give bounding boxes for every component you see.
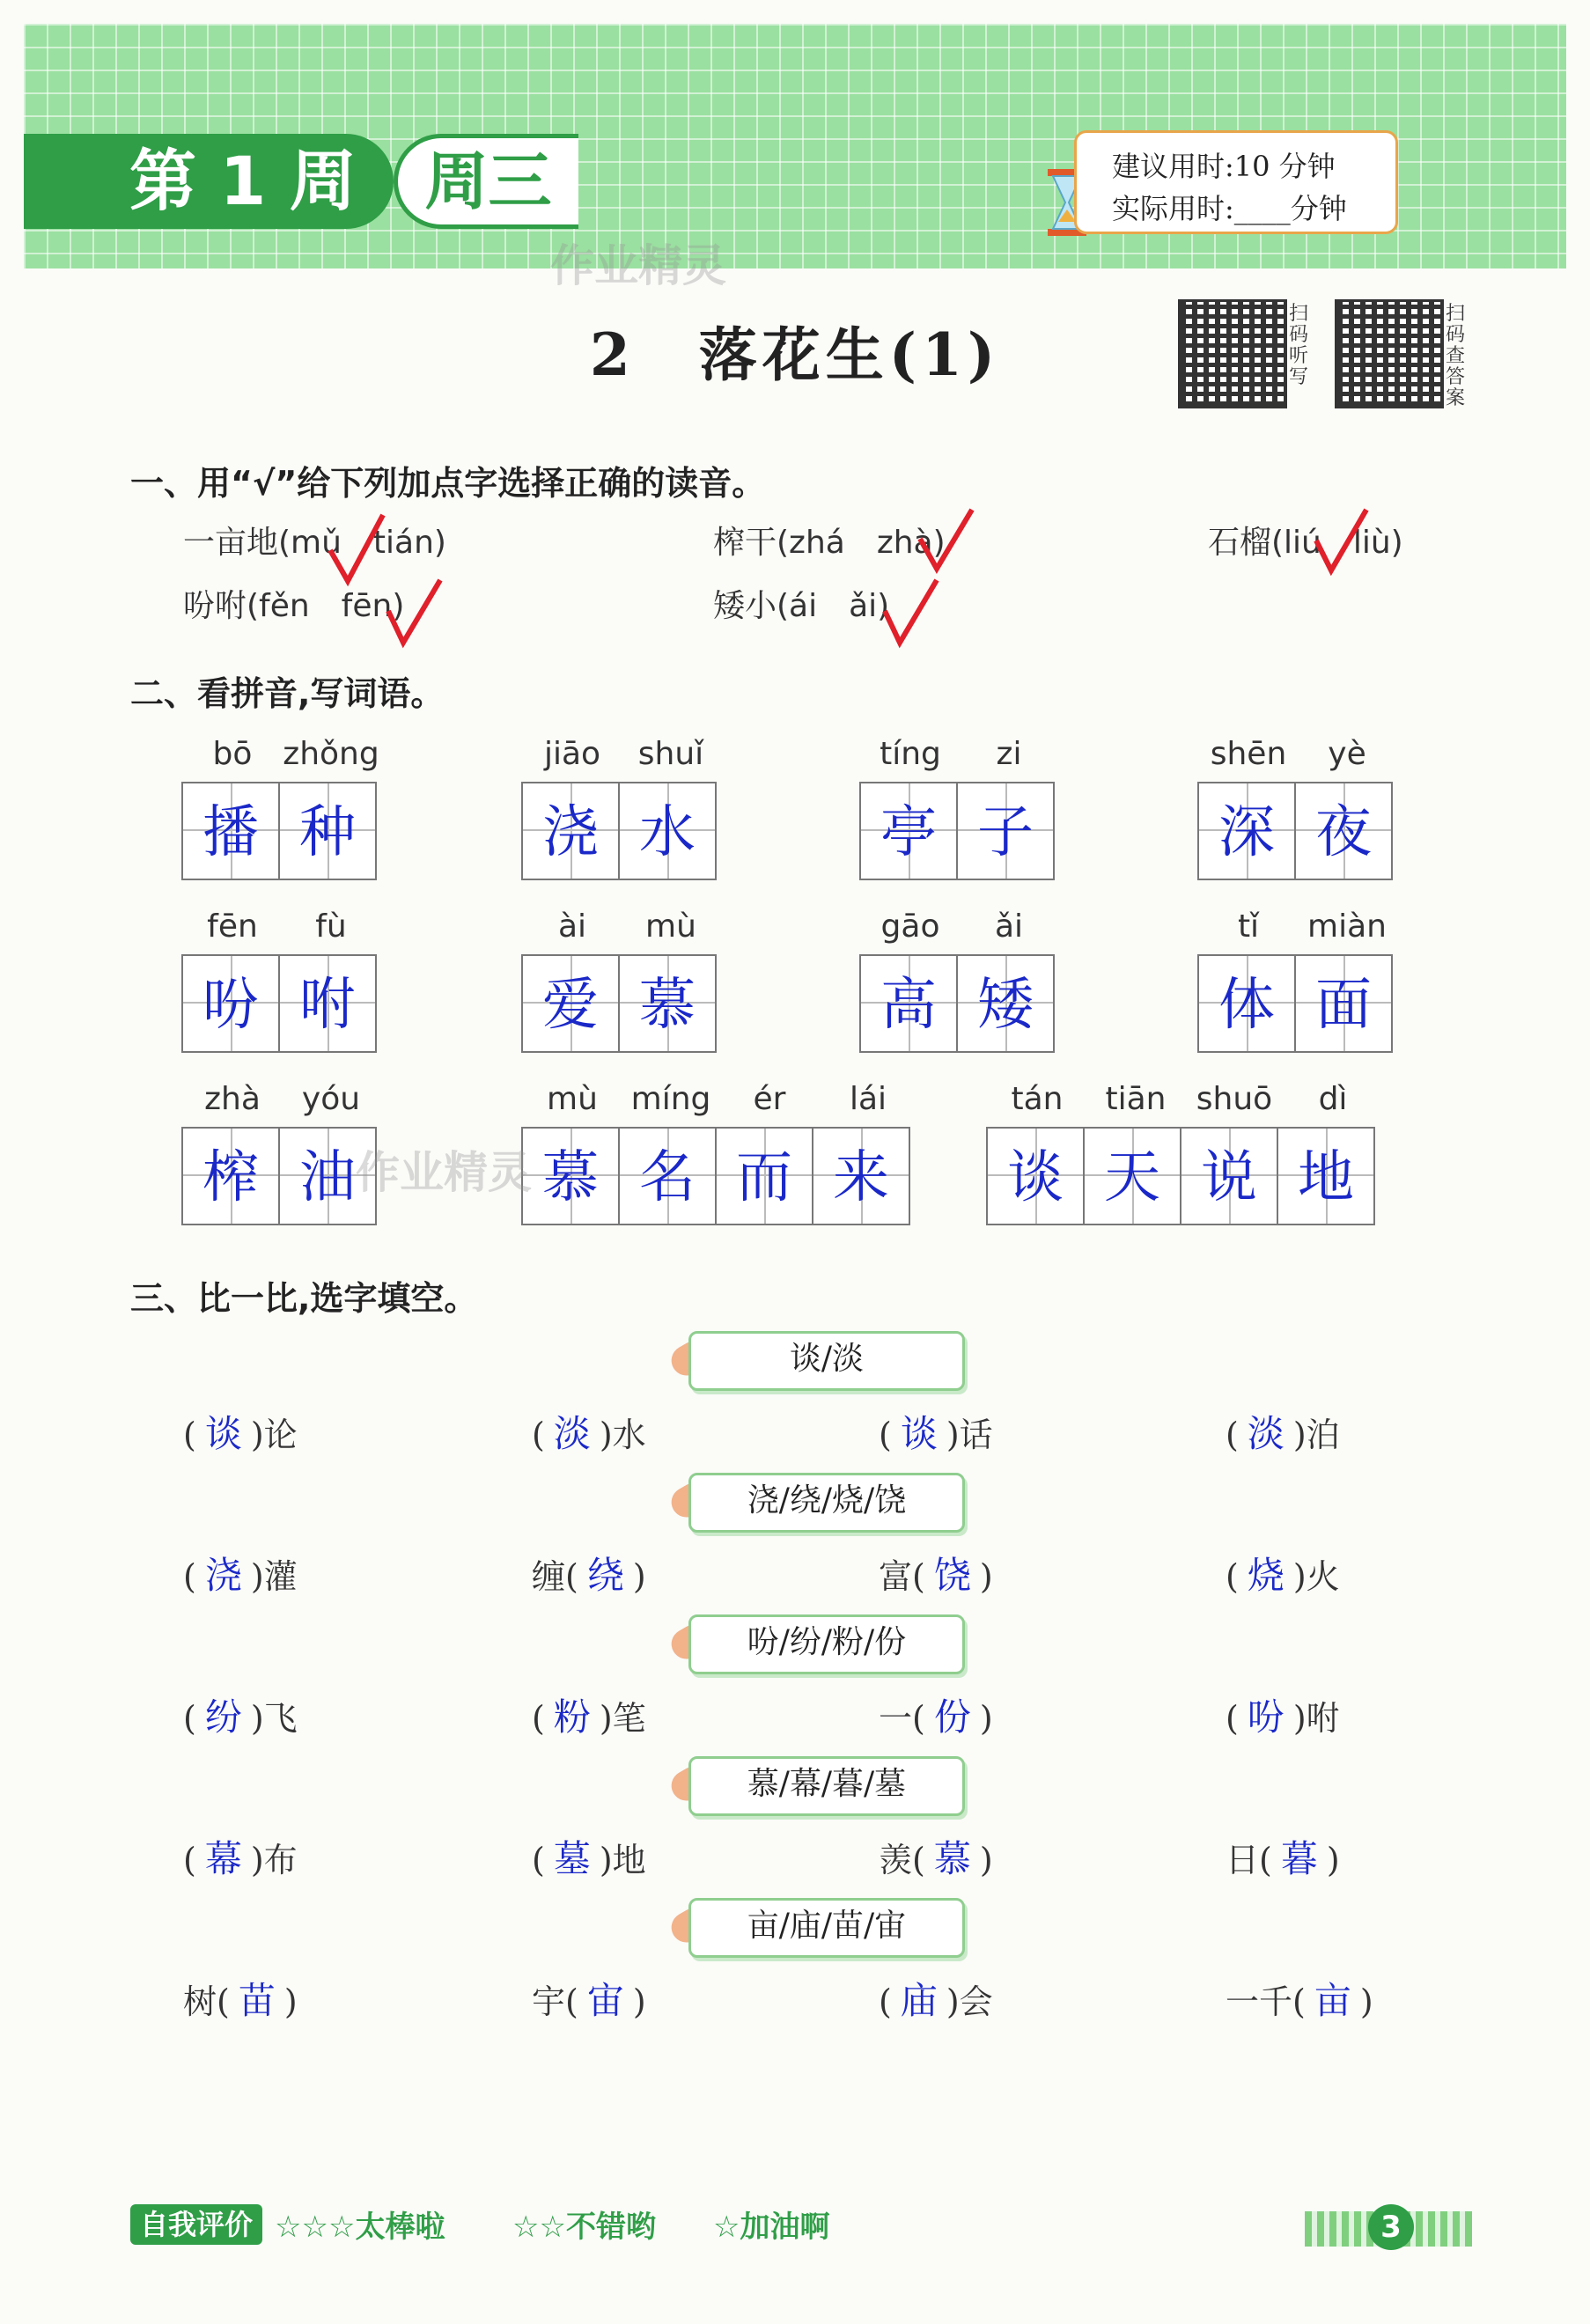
fill-blank-item — [879, 1972, 993, 2025]
qr-label-answer: 扫码查答案 — [1446, 303, 1466, 409]
handwritten-char: 播 — [202, 800, 259, 865]
fill-suffix: )咐 — [1292, 1699, 1340, 1738]
fill-suffix: ) — [979, 1841, 993, 1879]
writing-cell[interactable] — [521, 954, 620, 1053]
option-chip: 慕/幕/暮/墓 — [688, 1756, 965, 1816]
pinyin-syllable: fēn — [207, 908, 258, 945]
check-mark-icon — [880, 576, 942, 650]
writing-cell[interactable] — [956, 954, 1055, 1053]
fill-answer[interactable]: 淡 — [553, 1412, 591, 1455]
writing-cell[interactable] — [618, 782, 717, 880]
fill-prefix: ( — [532, 1699, 545, 1738]
handwritten-char: 深 — [1218, 800, 1275, 865]
rating-great[interactable]: ☆☆☆太棒啦 — [275, 2210, 445, 2245]
handwritten-char: 体 — [1218, 973, 1275, 1038]
handwritten-char: 矮 — [977, 973, 1034, 1038]
pinyin-row — [988, 1081, 1382, 1117]
watermark: 作业精灵 — [550, 240, 726, 291]
fill-answer[interactable]: 吩 — [1247, 1695, 1285, 1739]
writing-cell[interactable] — [618, 954, 717, 1053]
fill-suffix: )地 — [599, 1841, 646, 1879]
fill-suffix: ) — [1359, 1982, 1373, 2021]
writing-cell[interactable] — [859, 954, 958, 1053]
pinyin-syllable: zhǒng — [283, 736, 379, 772]
fill-answer[interactable]: 慕 — [933, 1837, 971, 1880]
handwritten-char: 天 — [1104, 1145, 1160, 1210]
fill-prefix: 一千( — [1226, 1982, 1306, 2021]
handwritten-char: 夜 — [1315, 800, 1372, 865]
fill-blank-item — [183, 1972, 298, 2025]
fill-prefix: ( — [1226, 1557, 1239, 1596]
fill-blank-item — [1226, 1830, 1340, 1883]
fill-prefix: ( — [183, 1699, 196, 1738]
handwritten-char: 吩 — [202, 973, 259, 1038]
day-label: 周三 — [394, 134, 578, 229]
handwritten-char: 慕 — [639, 973, 696, 1038]
pron-item: 石榴(liú liù) — [1208, 525, 1403, 561]
writing-cell[interactable] — [1083, 1127, 1181, 1225]
fill-answer[interactable]: 宙 — [586, 1979, 624, 2022]
character-grid — [861, 782, 1055, 880]
writing-cell[interactable] — [618, 1127, 717, 1225]
fill-blank-item — [879, 1830, 993, 1883]
character-grid — [523, 954, 717, 1053]
character-grid — [1199, 954, 1393, 1053]
handwritten-char: 种 — [299, 800, 356, 865]
check-mark-icon — [916, 505, 977, 576]
fill-answer[interactable]: 饶 — [933, 1554, 971, 1597]
option-chip: 谈/淡 — [688, 1331, 965, 1391]
writing-cell[interactable] — [1180, 1127, 1278, 1225]
fill-suffix: ) — [1326, 1841, 1340, 1879]
writing-cell[interactable] — [715, 1127, 813, 1225]
fill-prefix: ( — [183, 1841, 196, 1879]
fill-answer[interactable]: 幕 — [204, 1837, 242, 1880]
fill-blank-item — [183, 1688, 298, 1741]
character-grid — [183, 954, 377, 1053]
check-mark-icon — [384, 576, 445, 650]
fill-prefix: 日( — [1226, 1841, 1272, 1879]
pron-item: 矮小(ái ǎi) — [713, 588, 890, 624]
pinyin-row — [861, 736, 1058, 772]
watermark: 作业精灵 — [356, 1147, 532, 1198]
pinyin-row — [183, 1081, 380, 1117]
pinyin-syllable: tǐ — [1237, 908, 1260, 945]
pinyin-syllable: fù — [315, 908, 347, 945]
pinyin-row — [523, 908, 720, 945]
writing-cell[interactable] — [181, 1127, 280, 1225]
fill-answer[interactable]: 墓 — [553, 1837, 591, 1880]
fill-suffix: ) — [979, 1557, 993, 1596]
pinyin-syllable: tán — [1011, 1081, 1064, 1117]
fill-prefix: ( — [532, 1841, 545, 1879]
writing-cell[interactable] — [278, 782, 377, 880]
handwritten-char: 高 — [880, 973, 937, 1038]
fill-suffix: )话 — [946, 1416, 993, 1454]
writing-cell[interactable] — [956, 782, 1055, 880]
section1-heading: 一、用“√”给下列加点字选择正确的读音。 — [130, 464, 766, 503]
pinyin-syllable: zhà — [204, 1081, 261, 1117]
character-grid — [183, 1127, 377, 1225]
handwritten-char: 亭 — [880, 800, 937, 865]
fill-blank-item — [1226, 1405, 1340, 1458]
pinyin-syllable: miàn — [1307, 908, 1387, 945]
fill-answer[interactable]: 谈 — [204, 1412, 242, 1455]
writing-cell[interactable] — [1294, 954, 1393, 1053]
fill-answer[interactable]: 谈 — [900, 1412, 938, 1455]
writing-cell[interactable] — [986, 1127, 1085, 1225]
fill-blank-item — [183, 1547, 298, 1600]
character-grid — [523, 782, 717, 880]
check-mark-icon — [326, 511, 387, 590]
handwritten-char: 浇 — [542, 800, 599, 865]
fill-blank-item — [879, 1547, 993, 1600]
fill-prefix: 羡( — [879, 1841, 925, 1879]
fill-prefix: 富( — [879, 1557, 925, 1596]
pinyin-row — [861, 908, 1058, 945]
fill-answer[interactable]: 淡 — [1247, 1412, 1285, 1455]
fill-suffix: ) — [283, 1982, 298, 2021]
fill-suffix: )火 — [1292, 1557, 1340, 1596]
fill-blank-item — [1226, 1972, 1373, 2025]
fill-suffix: ) — [632, 1982, 646, 2021]
pinyin-syllable: ǎi — [994, 908, 1024, 945]
actual-time: 实际用时:____分钟 — [1112, 192, 1347, 225]
fill-blank-item — [532, 1972, 646, 2025]
fill-blank-item — [532, 1688, 646, 1741]
character-grid — [183, 782, 377, 880]
page-number: 3 — [1368, 2204, 1414, 2250]
fill-suffix: ) — [979, 1699, 993, 1738]
character-grid — [1199, 782, 1393, 880]
fill-blank-item — [532, 1405, 646, 1458]
writing-cell[interactable] — [859, 782, 958, 880]
rating-ok[interactable]: ☆加油啊 — [713, 2210, 830, 2245]
option-chip: 吩/纷/粉/份 — [688, 1614, 965, 1674]
section3-heading: 三、比一比,选字填空。 — [130, 1279, 478, 1318]
fill-prefix: ( — [183, 1557, 196, 1596]
fill-suffix: )笔 — [599, 1699, 646, 1738]
fill-answer[interactable]: 浇 — [204, 1554, 242, 1597]
fill-answer[interactable]: 苗 — [238, 1979, 276, 2022]
pinyin-row — [183, 736, 380, 772]
fill-suffix: ) — [632, 1557, 646, 1596]
writing-cell[interactable] — [1294, 782, 1393, 880]
handwritten-char: 地 — [1298, 1145, 1354, 1210]
rating-good[interactable]: ☆☆不错哟 — [512, 2210, 656, 2245]
fill-blank-item — [879, 1405, 993, 1458]
pinyin-row — [523, 736, 720, 772]
fill-answer[interactable]: 亩 — [1314, 1979, 1351, 2022]
writing-cell[interactable] — [181, 782, 280, 880]
fill-prefix: 宇( — [532, 1982, 578, 2021]
suggest-time: 建议用时:10 分钟 — [1112, 150, 1336, 183]
pinyin-syllable: lái — [849, 1081, 887, 1117]
qr-label-listen: 扫码听写 — [1289, 303, 1309, 388]
pinyin-syllable: jiāo — [543, 736, 601, 772]
fill-answer[interactable]: 粉 — [553, 1695, 591, 1739]
pinyin-row — [1199, 908, 1396, 945]
week-label: 第 1 周 — [24, 134, 394, 229]
fill-suffix: )泊 — [1292, 1416, 1340, 1454]
fill-blank-item — [532, 1547, 646, 1600]
handwritten-char: 水 — [639, 800, 696, 865]
fill-blank-item — [183, 1830, 298, 1883]
pinyin-syllable: zi — [996, 736, 1022, 772]
handwritten-char: 谈 — [1007, 1145, 1064, 1210]
qr-code-listen[interactable] — [1178, 299, 1287, 408]
option-chip: 浇/绕/烧/饶 — [688, 1473, 965, 1533]
pinyin-syllable: tíng — [880, 736, 941, 772]
handwritten-char: 来 — [833, 1145, 889, 1210]
writing-cell[interactable] — [1277, 1127, 1375, 1225]
fill-blank-item — [1226, 1688, 1340, 1741]
pinyin-syllable: tiān — [1105, 1081, 1167, 1117]
fill-answer[interactable]: 烧 — [1247, 1554, 1285, 1597]
lesson-title: 2 落花生(1) — [589, 320, 1001, 389]
fill-suffix: )布 — [250, 1841, 298, 1879]
writing-cell[interactable] — [521, 1127, 620, 1225]
fill-suffix: )灌 — [250, 1557, 298, 1596]
fill-prefix: ( — [879, 1982, 892, 2021]
fill-prefix: ( — [1226, 1699, 1239, 1738]
character-grid — [861, 954, 1055, 1053]
option-chip: 亩/庙/苗/宙 — [688, 1898, 965, 1958]
pinyin-syllable: yóu — [301, 1081, 361, 1117]
pron-item: 一亩地(mǔ tián) — [183, 525, 446, 561]
pinyin-syllable: gāo — [880, 908, 940, 945]
handwritten-char: 榨 — [202, 1145, 259, 1210]
handwritten-char: 说 — [1201, 1145, 1257, 1210]
pinyin-syllable: bō — [212, 736, 253, 772]
qr-code-answer[interactable] — [1335, 299, 1444, 408]
handwritten-char: 咐 — [299, 973, 356, 1038]
fill-prefix: ( — [879, 1416, 892, 1454]
pron-item: 吩咐(fěn fēn) — [183, 588, 405, 624]
pinyin-row — [1199, 736, 1396, 772]
writing-cell[interactable] — [181, 954, 280, 1053]
self-eval-label: 自我评价 — [130, 2204, 262, 2245]
section2-heading: 二、看拼音,写词语。 — [130, 674, 445, 713]
pinyin-syllable: míng — [630, 1081, 711, 1117]
pinyin-syllable: shuō — [1196, 1081, 1273, 1117]
fill-suffix: )飞 — [250, 1699, 298, 1738]
character-grid — [988, 1127, 1375, 1225]
pron-item: 榨干(zhá zhà) — [713, 525, 946, 561]
fill-suffix: )论 — [250, 1416, 298, 1454]
fill-blank-item — [879, 1688, 993, 1741]
writing-cell[interactable] — [521, 782, 620, 880]
pinyin-syllable: ér — [753, 1081, 786, 1117]
pinyin-syllable: shēn — [1210, 736, 1287, 772]
writing-cell[interactable] — [1197, 954, 1296, 1053]
fill-suffix: )水 — [599, 1416, 646, 1454]
fill-blank-item — [183, 1405, 298, 1458]
handwritten-char: 面 — [1315, 973, 1372, 1038]
handwritten-char: 油 — [299, 1145, 356, 1210]
pinyin-syllable: shuǐ — [637, 736, 704, 772]
fill-suffix: )会 — [946, 1982, 993, 2021]
pinyin-syllable: dì — [1318, 1081, 1348, 1117]
fill-answer[interactable]: 暮 — [1280, 1837, 1318, 1880]
fill-prefix: ( — [532, 1416, 545, 1454]
handwritten-char: 而 — [736, 1145, 792, 1210]
handwritten-char: 名 — [639, 1145, 696, 1210]
pinyin-syllable: ài — [557, 908, 587, 945]
fill-prefix: 缠( — [532, 1557, 578, 1596]
pinyin-syllable: mù — [547, 1081, 598, 1117]
writing-cell[interactable] — [1197, 782, 1296, 880]
pinyin-syllable: mù — [645, 908, 696, 945]
character-grid — [523, 1127, 910, 1225]
fill-answer[interactable]: 绕 — [586, 1554, 624, 1597]
fill-prefix: 树( — [183, 1982, 230, 2021]
handwritten-char: 慕 — [542, 1145, 599, 1210]
pinyin-row — [183, 908, 380, 945]
time-box — [1074, 130, 1398, 234]
handwritten-char: 爱 — [542, 973, 599, 1038]
writing-cell[interactable] — [278, 954, 377, 1053]
fill-answer[interactable]: 份 — [933, 1695, 971, 1739]
pinyin-row — [523, 1081, 917, 1117]
fill-prefix: 一( — [879, 1699, 925, 1738]
fill-answer[interactable]: 纷 — [204, 1695, 242, 1739]
fill-blank-item — [1226, 1547, 1340, 1600]
fill-answer[interactable]: 庙 — [900, 1979, 938, 2022]
fill-prefix: ( — [1226, 1416, 1239, 1454]
pinyin-syllable: yè — [1328, 736, 1366, 772]
handwritten-char: 子 — [977, 800, 1034, 865]
writing-cell[interactable] — [812, 1127, 910, 1225]
check-mark-icon — [1312, 505, 1373, 576]
fill-blank-item — [532, 1830, 646, 1883]
fill-prefix: ( — [183, 1416, 196, 1454]
